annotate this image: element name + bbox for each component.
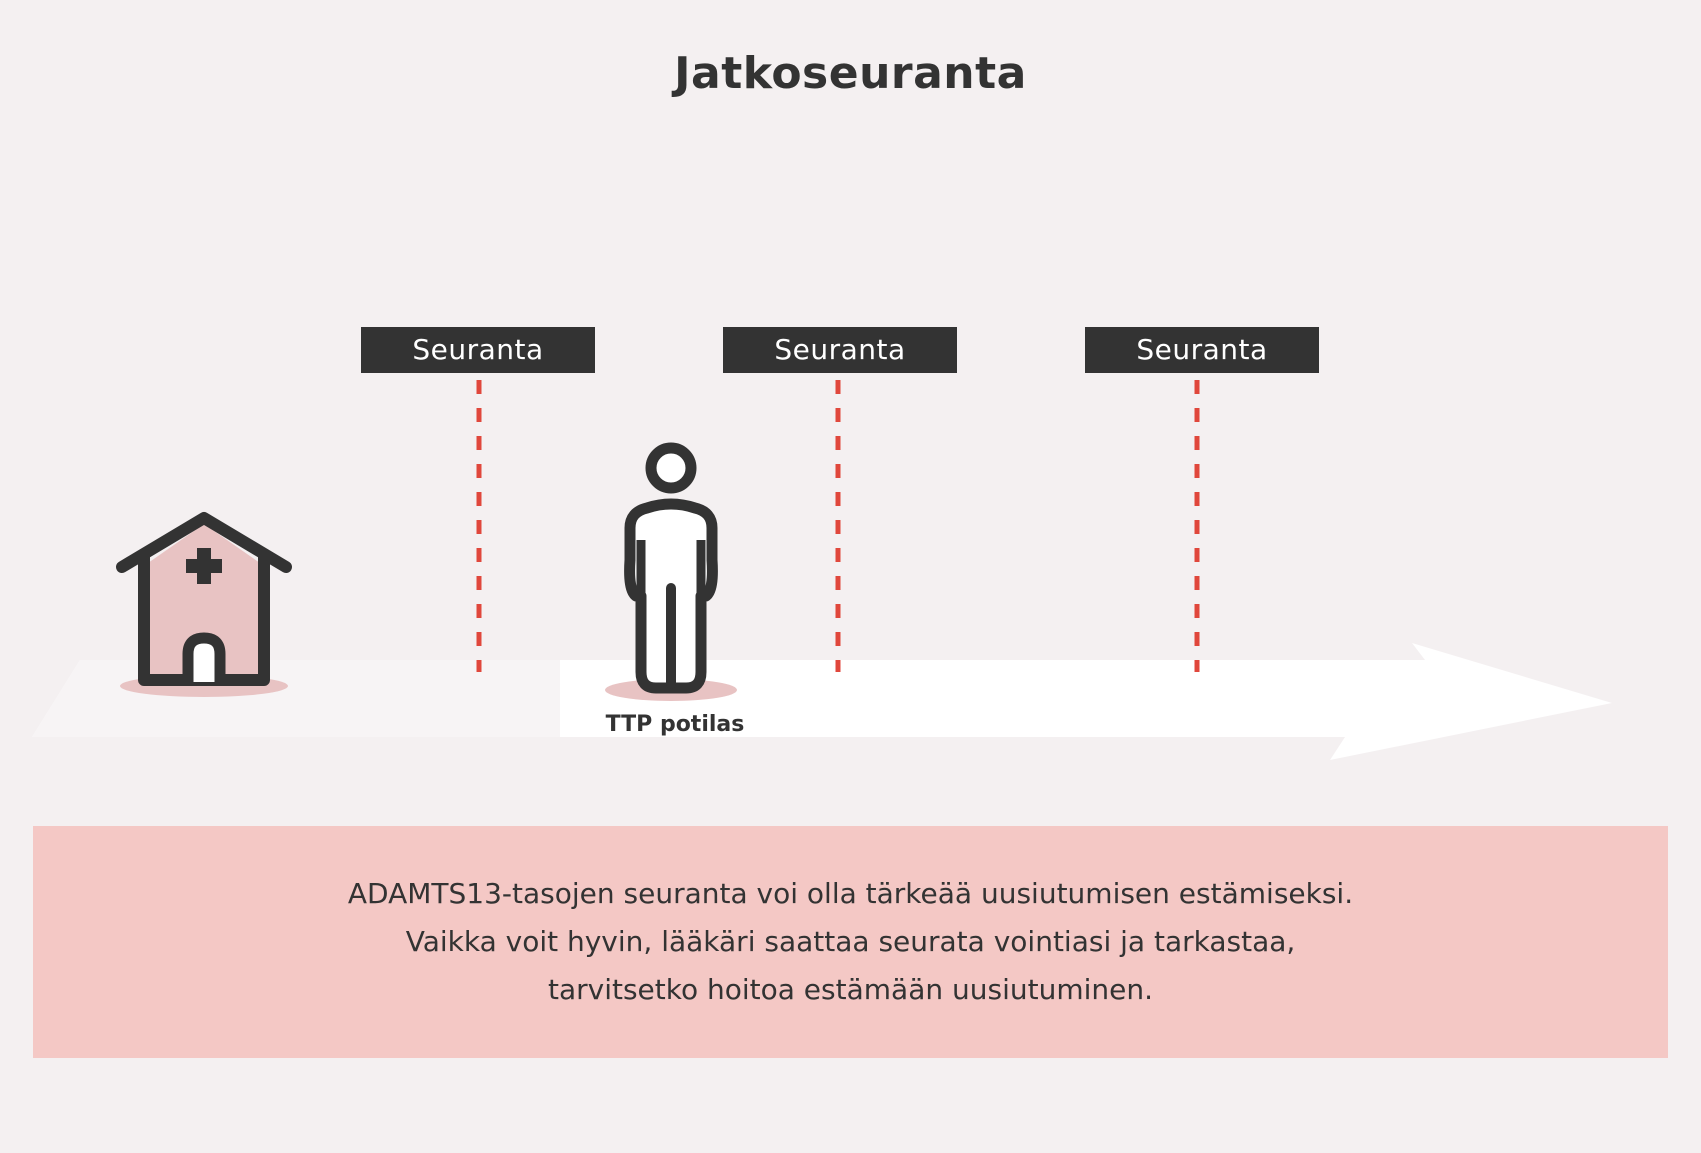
- hospital-icon: [120, 518, 288, 697]
- patient-label: TTP potilas: [605, 712, 745, 737]
- info-box: [33, 826, 1668, 1058]
- page-title: Jatkoseuranta: [674, 48, 1027, 99]
- info-line-1: ADAMTS13-tasojen seuranta voi olla tärkeää uusiutumisen estämiseksi.: [347, 877, 1354, 910]
- info-line-3: tarvitsetko hoitoa estämään uusiutuminen.: [547, 973, 1154, 1006]
- follow-up-label-2: Seuranta: [723, 327, 957, 373]
- info-line-2: Vaikka voit hyvin, lääkäri saattaa seurata vointiasi ja tarkastaa,: [405, 925, 1296, 958]
- follow-up-label-1: Seuranta: [361, 327, 595, 373]
- follow-up-label-3: Seuranta: [1085, 327, 1319, 373]
